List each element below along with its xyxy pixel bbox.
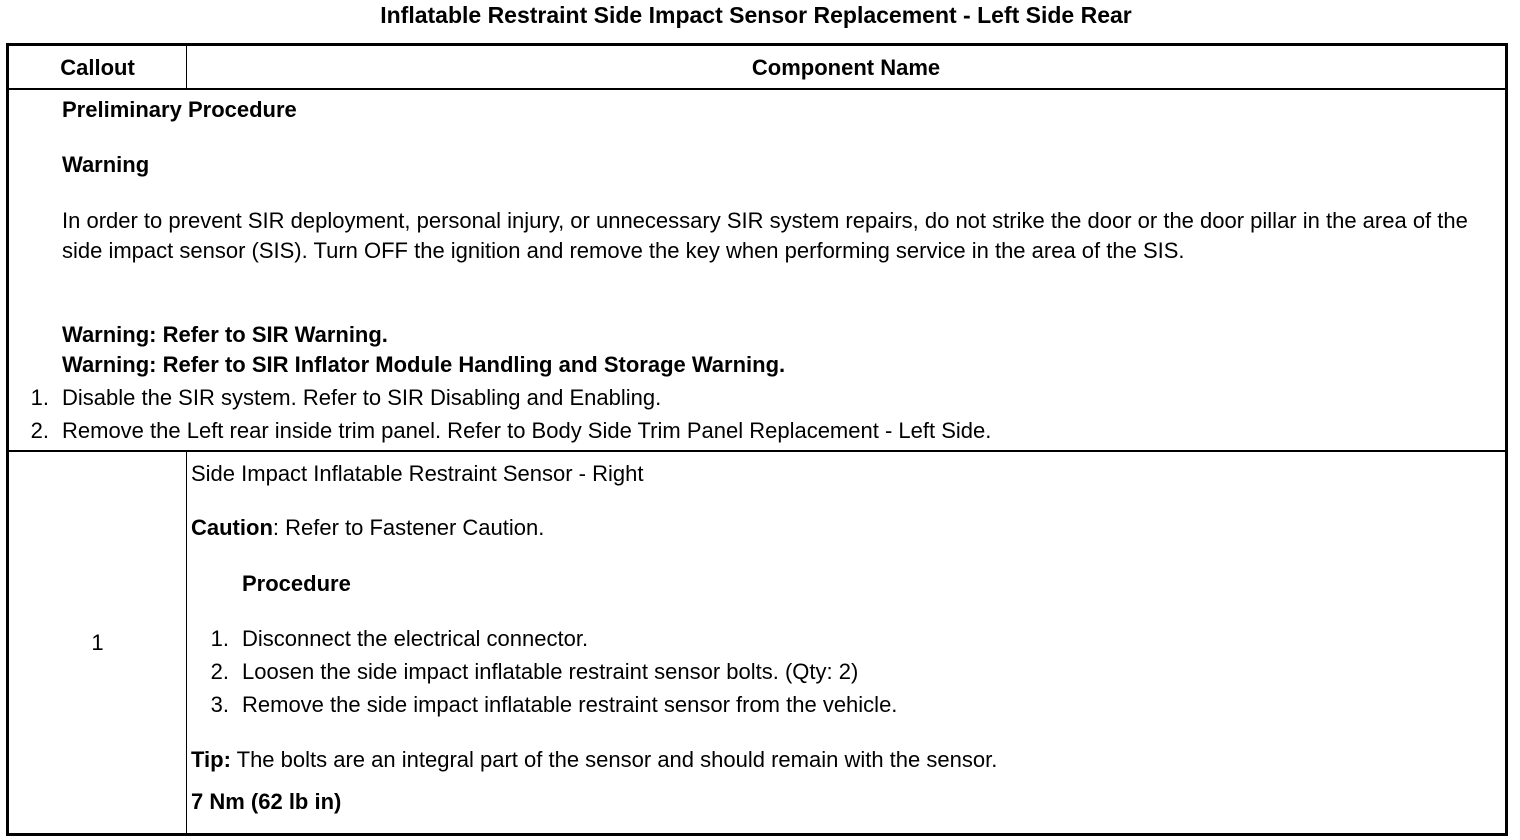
step-number: 2. <box>210 659 229 684</box>
procedure-table <box>6 43 1508 836</box>
procedure-heading: Procedure <box>242 571 351 596</box>
tip-note <box>191 747 997 773</box>
tip-label: Tip: <box>191 747 231 772</box>
warning-text: In order to prevent SIR deployment, personal injury, or unnecessary SIR system repairs, do not strike the door or the door pillar in the area of the side impact sensor (SIS). Turn OFF the ignition and remove the key when performing service in the area of the SIS. <box>62 208 1468 263</box>
preliminary-section <box>9 90 1505 452</box>
callout-cell <box>9 452 187 833</box>
warning-ref: Warning: Refer to SIR Inflator Module Handling and Storage Warning. <box>62 352 786 377</box>
caution-label: Caution <box>191 515 273 540</box>
tip-text: The bolts are an integral part of the sensor and should remain with the sensor. <box>230 747 998 772</box>
component-cell <box>187 452 1505 833</box>
header-component-name: Component Name <box>751 55 941 80</box>
step-text: Remove the Left rear inside trim panel. Refer to Body Side Trim Panel Replacement - Left Side. <box>62 418 992 443</box>
callout-number: 1 <box>91 630 104 655</box>
step-number: 1. <box>210 626 229 651</box>
step-text: Disconnect the electrical connector. <box>242 626 589 651</box>
table-header-row <box>9 46 1505 90</box>
step-text: Disable the SIR system. Refer to SIR Disabling and Enabling. <box>62 385 662 410</box>
header-callout: Callout <box>9 46 187 88</box>
document-title: Inflatable Restraint Side Impact Sensor Replacement - Left Side Rear <box>380 2 1132 28</box>
step-text: Loosen the side impact inflatable restraint sensor bolts. (Qty: 2) <box>242 659 859 684</box>
step-number: 2. <box>30 418 49 443</box>
step-number: 3. <box>210 692 229 717</box>
torque-spec: 7 Nm (62 lb in) <box>191 789 342 814</box>
caution-text: : Refer to Fastener Caution. <box>272 515 545 540</box>
warning-heading: Warning <box>62 152 150 177</box>
component-name: Side Impact Inflatable Restraint Sensor - Right <box>191 461 644 486</box>
warning-ref: Warning: Refer to SIR Warning. <box>62 322 388 347</box>
step-number: 1. <box>30 385 49 410</box>
preliminary-heading: Preliminary Procedure <box>62 97 297 122</box>
step-text: Remove the side impact inflatable restraint sensor from the vehicle. <box>242 692 898 717</box>
caution-note <box>191 515 544 541</box>
table-row <box>9 452 1505 833</box>
